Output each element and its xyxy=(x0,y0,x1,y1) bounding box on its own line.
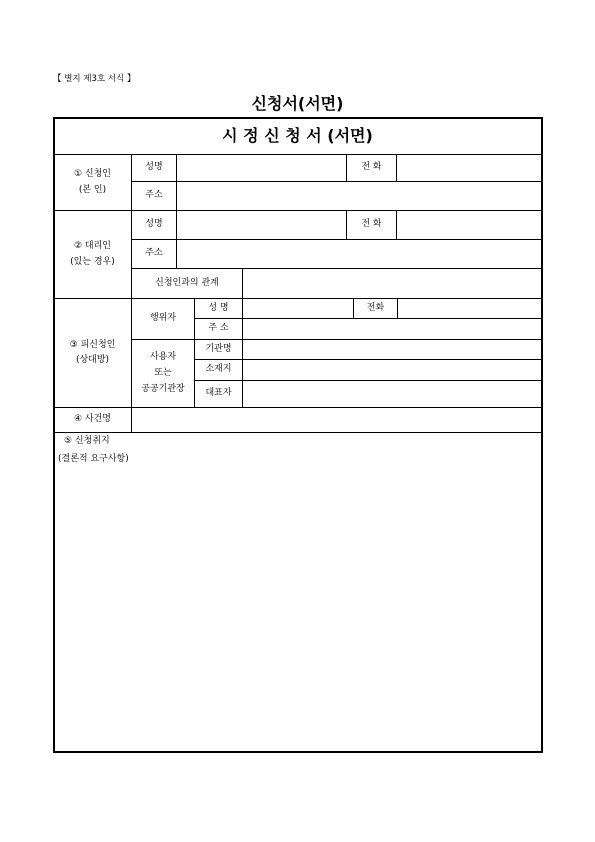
employer-label-line3: 공공기관장 xyxy=(141,384,185,395)
actor-name-field[interactable] xyxy=(243,299,353,318)
case-name-label: ④ 사건명 xyxy=(73,414,111,425)
applicant-address-label: 주소 xyxy=(145,190,163,201)
employer-label xyxy=(132,340,194,407)
actor-name-label: 성 명 xyxy=(208,302,229,313)
representative-address-field[interactable] xyxy=(177,240,541,268)
actor-label: 행위자 xyxy=(149,313,177,324)
representative-head-label: 대표자 xyxy=(205,388,232,399)
actor-phone-label: 전화 xyxy=(366,302,385,313)
location-label: 소재지 xyxy=(205,364,232,375)
purpose-label: ⑤ 신청취지 xyxy=(64,436,110,446)
applicant-label xyxy=(54,155,131,210)
representative-label xyxy=(54,211,131,298)
representative-name-label: 성명 xyxy=(145,219,163,230)
actor-address-label: 주 소 xyxy=(208,323,229,334)
employer-label-line2: 또는 xyxy=(154,367,172,378)
representative-address-label: 주소 xyxy=(145,248,163,259)
applicant-name-field[interactable] xyxy=(177,155,346,181)
table-border-bottom xyxy=(53,751,543,753)
actor-address-field[interactable] xyxy=(243,319,541,339)
org-name-label: 기관명 xyxy=(205,343,232,354)
form-reference: 【 별지 제3호 서식 】 xyxy=(53,74,136,84)
respondent-label-line1: ③ 피신청인 xyxy=(69,339,116,350)
case-name-field[interactable] xyxy=(132,408,541,432)
applicant-phone-label: 전 화 xyxy=(361,162,382,173)
relation-label: 신청인과의 관계 xyxy=(155,277,219,288)
respondent-label xyxy=(54,299,131,407)
location-field[interactable] xyxy=(243,360,541,380)
representative-label-line1: ② 대리인 xyxy=(73,241,111,252)
applicant-label-line1: ① 신청인 xyxy=(73,169,111,180)
representative-head-field[interactable] xyxy=(243,381,541,407)
representative-name-field[interactable] xyxy=(177,211,346,239)
relation-field[interactable] xyxy=(243,269,541,298)
purpose-sublabel: (결론적 요구사항) xyxy=(58,454,129,464)
representative-phone-field[interactable] xyxy=(397,211,541,239)
table-border-right xyxy=(541,117,543,753)
representative-phone-label: 전 화 xyxy=(361,219,382,230)
representative-label-line2: (있는 경우) xyxy=(70,256,115,267)
employer-label-line1: 사용자 xyxy=(149,351,177,362)
purpose-section[interactable] xyxy=(54,433,541,751)
respondent-label-line2: (상대방) xyxy=(75,355,110,365)
actor-phone-field[interactable] xyxy=(398,299,541,318)
page-title: 신청서(서면) xyxy=(251,94,344,113)
org-name-field[interactable] xyxy=(243,340,541,359)
table-header: 시 정 신 청 서 (서면) xyxy=(222,126,373,145)
applicant-address-field[interactable] xyxy=(177,182,541,210)
applicant-name-label: 성명 xyxy=(145,162,163,173)
applicant-phone-field[interactable] xyxy=(397,155,541,181)
applicant-label-line2: (본 인) xyxy=(78,184,107,195)
